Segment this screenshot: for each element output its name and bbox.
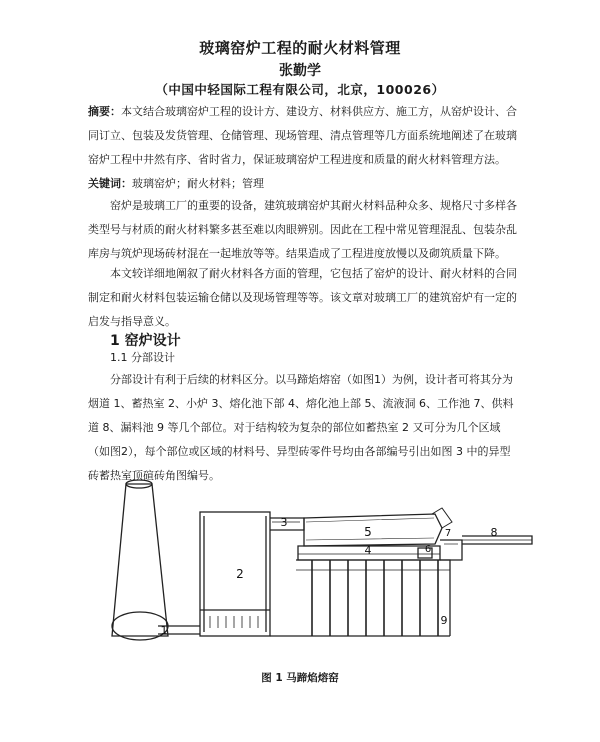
figure-label-4: 4 [364, 544, 372, 557]
figure-label-5: 5 [364, 525, 372, 539]
section-1-1-heading: 1.1 分部设计 [110, 351, 175, 364]
section-1-1-text: 分部设计有利于后续的材料区分。以马蹄焰熔窑（如图1）为例，设计者可将其分为烟道 1、蓄热室 2、小炉 3、熔化池下部 4、熔化池上部 5、流液洞 6、工作池 7、供料道 8、漏料池 9 等几个部位。对于结构较为复杂的部位如蓄热室 2 又可分为几个区域（如图2），每个部位或区域的材料号、异型砖零件号均由各部编号引出如图 3 中的异型砖蓄热室顶碹砖角图编号。 [88, 373, 514, 482]
figure-label-8: 8 [490, 526, 498, 539]
melter-upper [304, 508, 452, 546]
affiliation: （中国中轻国际工程有限公司，北京，100026） [155, 82, 445, 97]
figure-caption: 图 1 马蹄焰熔窑 [261, 672, 339, 684]
intro-paragraph-1: 窑炉是玻璃工厂的重要的设备，建筑玻璃窑炉其耐火材料品种众多、规格尺寸多样各类型号与材质的耐火材料繁多甚至难以肉眼辨别。因此在工程中常见管理混乱、包装杂乱库房与筑炉现场砖材混在一起堆放等等。结果造成了工程进度放慢以及砌筑质量下降。 [88, 199, 517, 260]
abstract [88, 100, 518, 172]
keywords [88, 172, 518, 196]
abstract-label: 摘要： [88, 105, 121, 118]
flue-chimney [112, 480, 200, 640]
paper-title: 玻璃窑炉工程的耐火材料管理 [199, 39, 401, 57]
section-1-heading: 1 窑炉设计 [110, 333, 181, 349]
keywords-text: 玻璃窑炉；耐火材料；管理 [132, 177, 264, 190]
figure-label-6: 6 [424, 544, 432, 555]
figure-label-2: 2 [236, 567, 244, 581]
figure-label-9: 9 [440, 614, 448, 627]
author-name: 张勤学 [279, 63, 321, 79]
furnace-figure [100, 474, 540, 664]
keywords-label: 关键词： [88, 177, 132, 190]
figure-label-3: 3 [280, 516, 288, 529]
support-structure [290, 560, 450, 636]
abstract-text: 本文结合玻璃窑炉工程的设计方、建设方、材料供应方、施工方，从窑炉设计、合同订立、包装及发货管理、仓储管理、现场管理、清点管理等几方面系统地阐述了在玻璃窑炉工程中井然有序、省时省力，保证玻璃窑炉工程进度和质量的耐火材料管理方法。 [88, 105, 517, 166]
intro-paragraph-2: 本文较详细地阐叙了耐火材料各方面的管理，它包括了窑炉的设计、耐火材料的合同制定和耐火材料包装运输仓储以及现场管理等等。该文章对玻璃工厂的建筑窑炉有一定的启发与指导意义。 [88, 267, 517, 328]
figure-label-7: 7 [444, 528, 452, 539]
figure-label-1: 1 [160, 624, 168, 637]
